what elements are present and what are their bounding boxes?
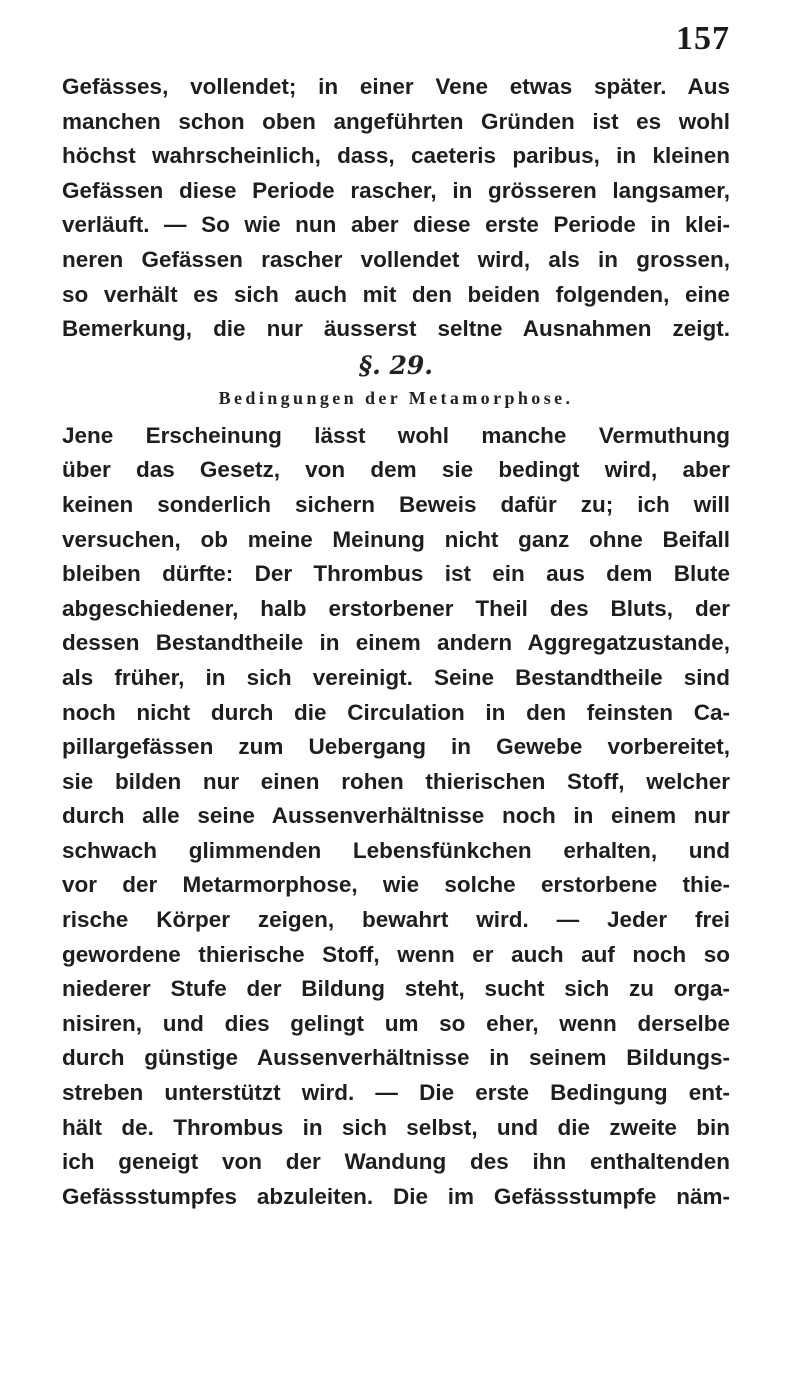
text-line: Bemerkung, die nur äusserst seltne Ausnahmen zeigt. (62, 316, 730, 342)
text-line: pillargefässen zum Uebergang in Gewebe vorbereitet, (62, 734, 730, 760)
text-line: manchen schon oben angeführten Gründen ist es wohl (62, 108, 730, 134)
text-line: Gefässes, vollendet; in einer Vene etwas später. Aus (62, 74, 730, 99)
text-line: sie bilden nur einen rohen thierischen Stoff, welcher (62, 768, 730, 794)
text-line: schwach glimmenden Lebensfünkchen erhalten, und (62, 837, 730, 863)
text-line: bleiben dürfte: Der Thrombus ist ein aus dem Blute (62, 561, 730, 587)
text-line: vor der Metarmorphose, wie solche erstorbene thie- (62, 872, 730, 898)
page-body (62, 70, 730, 1214)
text-line: verläuft. — So wie nun aber diese erste Periode in klei- (62, 212, 730, 238)
paragraph-1 (62, 70, 730, 347)
text-line: durch alle seine Aussenverhältnisse noch in einem nur (62, 803, 730, 829)
text-line: Jene Erscheinung lässt wohl manche Vermuthung (62, 422, 730, 448)
text-line: dessen Bestandtheile in einem andern Aggregatzustande, (62, 630, 730, 656)
paragraph-2 (62, 419, 730, 1215)
text-line: keinen sonderlich sichern Beweis dafür zu; ich will (62, 491, 730, 517)
text-line: so verhält es sich auch mit den beiden folgenden, eine (62, 281, 730, 307)
text-line: gewordene thierische Stoff, wenn er auch auf noch so (62, 941, 730, 967)
text-line: neren Gefässen rascher vollendet wird, als in grossen, (62, 246, 730, 272)
text-line: abgeschiedener, halb erstorbener Theil des Bluts, der (62, 595, 730, 621)
text-line: noch nicht durch die Circulation in den feinsten Ca- (62, 699, 730, 725)
page-number: 157 (676, 20, 730, 57)
text-line: hält de. Thrombus in sich selbst, und die zweite bin (62, 1114, 730, 1140)
text-line: über das Gesetz, von dem sie bedingt wird, aber (62, 457, 730, 483)
text-line: ich geneigt von der Wandung des ihn enthaltenden (62, 1149, 730, 1175)
text-line: versuchen, ob meine Meinung nicht ganz ohne Beifall (62, 526, 730, 552)
text-line: durch günstige Aussenverhältnisse in seinem Bildungs- (62, 1045, 730, 1071)
text-line: streben unterstützt wird. — Die erste Bedingung ent- (62, 1080, 730, 1106)
text-line: nisiren, und dies gelingt um so eher, wenn derselbe (62, 1010, 730, 1036)
text-line: niederer Stufe der Bildung steht, sucht sich zu orga- (62, 976, 730, 1002)
section-number: §. 29. (359, 350, 433, 380)
text-line: als früher, in sich vereinigt. Seine Bestandtheile sind (62, 664, 730, 690)
text-line: höchst wahrscheinlich, dass, caeteris paribus, in kleinen (62, 143, 730, 169)
text-line: rische Körper zeigen, bewahrt wird. — Jeder frei (62, 907, 730, 933)
text-line: Gefässstumpfes abzuleiten. Die im Gefässstumpfe näm- (62, 1183, 730, 1209)
text-line: Gefässen diese Periode rascher, in grösseren langsamer, (62, 177, 730, 203)
section-heading: Bedingungen der Metamorphose. (218, 387, 574, 408)
